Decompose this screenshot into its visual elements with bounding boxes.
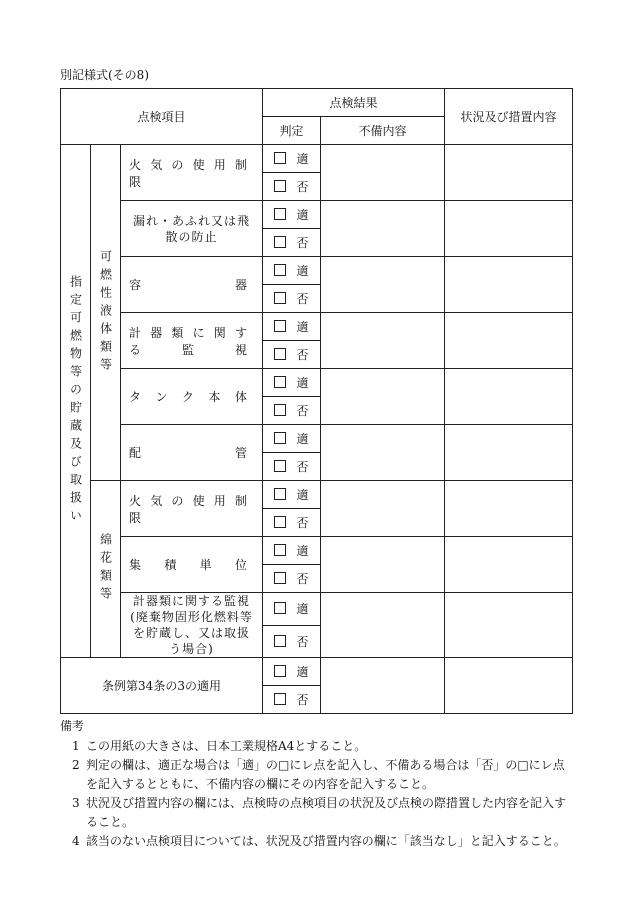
judge-ng-label: 否 (296, 634, 309, 649)
inspection-item (121, 481, 263, 537)
status-input[interactable] (445, 658, 573, 714)
note-item (60, 832, 576, 851)
judge-ok-cell[interactable] (263, 201, 321, 229)
header-inspection-result: 点検結果 (263, 89, 445, 117)
note-text: この用紙の大きさは、日本工業規格A4とすること。 (86, 739, 367, 753)
inspection-item-text: 火気の使用制限 (129, 157, 254, 189)
judge-ng-cell[interactable] (263, 173, 321, 201)
deficiency-input[interactable] (321, 425, 445, 481)
checkbox[interactable] (274, 572, 286, 584)
note-text: 状況及び措置内容の欄には、点検時の点検項目の状況及び点検の際措置した内容を記入すること。 (86, 796, 567, 829)
judge-ok-label: 適 (296, 488, 309, 502)
inspection-item-text: タンク本体 (129, 390, 254, 404)
checkbox[interactable] (274, 208, 286, 220)
note-text: 該当のない点検項目については、状況及び措置内容の欄に「該当なし」と記入すること。 (86, 834, 566, 848)
judge-ng-cell[interactable] (263, 341, 321, 369)
judge-ok-label: 適 (296, 320, 309, 334)
judge-ng-cell[interactable] (263, 565, 321, 593)
inspection-item (121, 313, 263, 369)
header-status-measures: 状況及び措置内容 (445, 89, 573, 145)
status-input[interactable] (445, 369, 573, 425)
inspection-item-text: 容器 (129, 278, 254, 292)
note-text: 判定の欄は、適正な場合は「適」の□にレ点を記入し、不備ある場合は「否」の□にレ点を記入するとともに、不備内容の欄にその内容を記入すること。 (86, 758, 565, 791)
judge-ng-label: 否 (296, 404, 309, 418)
checkbox[interactable] (274, 544, 286, 556)
status-input[interactable] (445, 481, 573, 537)
deficiency-input[interactable] (321, 201, 445, 257)
inspection-item (121, 369, 263, 425)
inspection-item (121, 145, 263, 201)
judge-ok-label: 適 (296, 208, 309, 222)
status-input[interactable] (445, 201, 573, 257)
inspection-item-text: 計器類に関する監視 (129, 325, 254, 357)
judge-ok-label: 適 (296, 376, 309, 390)
inspection-item-text: 計器類に関する監視(廃棄物固形化燃料等を貯蔵し、又は取扱う場合) (130, 594, 253, 656)
status-input[interactable] (445, 593, 573, 658)
group-label (91, 145, 121, 481)
header-judgment: 判定 (263, 117, 321, 145)
inspection-item-text: 配管 (129, 446, 254, 460)
judge-ok-cell[interactable] (263, 369, 321, 397)
status-input[interactable] (445, 145, 573, 201)
status-input[interactable] (445, 313, 573, 369)
judge-ng-label: 否 (296, 236, 309, 250)
status-input[interactable] (445, 537, 573, 593)
judge-ok-cell[interactable] (263, 593, 321, 626)
note-number: 3 (72, 796, 80, 810)
inspection-item (121, 593, 263, 658)
judge-ok-cell[interactable] (263, 481, 321, 509)
note-number: 2 (72, 758, 80, 772)
inspection-table (60, 88, 573, 714)
judge-ok-cell[interactable] (263, 425, 321, 453)
header-inspection-item: 点検項目 (61, 89, 263, 145)
judge-ok-cell[interactable] (263, 658, 321, 686)
notes-heading: 備考 (60, 719, 85, 733)
judge-ok-cell[interactable] (263, 313, 321, 341)
deficiency-input[interactable] (321, 593, 445, 658)
judge-ok-cell[interactable] (263, 257, 321, 285)
note-item (60, 737, 576, 756)
inspection-item-text: 集積単位 (129, 558, 254, 572)
checkbox[interactable] (274, 376, 286, 388)
judge-ok-label: 適 (296, 152, 309, 166)
ordinance-item: 条例第34条の3の適用 (61, 658, 263, 714)
checkbox[interactable] (274, 292, 286, 304)
note-number: 4 (72, 834, 80, 848)
deficiency-input[interactable] (321, 658, 445, 714)
checkbox[interactable] (274, 460, 286, 472)
judge-ok-cell[interactable] (263, 537, 321, 565)
judge-ng-cell[interactable] (263, 229, 321, 257)
checkbox[interactable] (274, 665, 286, 677)
group-text: 可燃性液体類等 (98, 249, 113, 376)
status-input[interactable] (445, 257, 573, 313)
judge-ng-cell[interactable] (263, 397, 321, 425)
deficiency-input[interactable] (321, 313, 445, 369)
judge-ng-label: 否 (296, 516, 309, 530)
group-label (91, 481, 121, 658)
checkbox[interactable] (274, 236, 286, 248)
checkbox[interactable] (274, 348, 286, 360)
inspection-item-text: 漏れ・あふれ又は飛散の防止 (132, 213, 250, 244)
judge-ng-cell[interactable] (263, 686, 321, 714)
inspection-item (121, 257, 263, 313)
judge-ok-label: 適 (296, 432, 309, 446)
inspection-item-text: 火気の使用制限 (129, 493, 254, 525)
checkbox[interactable] (274, 602, 286, 614)
inspection-item (121, 537, 263, 593)
judge-ok-cell[interactable] (263, 145, 321, 173)
category-label (61, 145, 91, 658)
checkbox[interactable] (274, 180, 286, 192)
deficiency-input[interactable] (321, 369, 445, 425)
judge-ng-cell[interactable] (263, 625, 321, 658)
judge-ok-label: 適 (296, 665, 309, 679)
checkbox[interactable] (274, 516, 286, 528)
checkbox[interactable] (274, 264, 286, 276)
judge-ok-label: 適 (296, 602, 309, 617)
judge-ng-label: 否 (296, 693, 309, 707)
judge-ng-label: 否 (296, 460, 309, 474)
judge-ng-label: 否 (296, 572, 309, 586)
checkbox[interactable] (274, 152, 286, 164)
checkbox[interactable] (274, 320, 286, 332)
judge-ng-label: 否 (296, 292, 309, 306)
judge-ng-cell[interactable] (263, 453, 321, 481)
judge-ng-label: 否 (296, 348, 309, 362)
header-deficiency: 不備内容 (321, 117, 445, 145)
note-number: 1 (72, 739, 80, 753)
judge-ok-label: 適 (296, 544, 309, 558)
deficiency-input[interactable] (321, 537, 445, 593)
category-text: 指定可燃物等の貯蔵及び取扱い (68, 275, 83, 527)
notes (60, 717, 576, 851)
inspection-item (121, 201, 263, 257)
form-label: 別記様式(その8) (60, 68, 149, 82)
judge-ok-label: 適 (296, 264, 309, 278)
judge-ng-label: 否 (296, 180, 309, 194)
group-text: 綿花類等 (98, 533, 113, 605)
status-input[interactable] (445, 425, 573, 481)
judge-ng-cell[interactable] (263, 285, 321, 313)
judge-ng-cell[interactable] (263, 509, 321, 537)
note-item (60, 794, 576, 832)
checkbox[interactable] (274, 635, 286, 647)
checkbox[interactable] (274, 693, 286, 705)
checkbox[interactable] (274, 404, 286, 416)
checkbox[interactable] (274, 432, 286, 444)
deficiency-input[interactable] (321, 481, 445, 537)
deficiency-input[interactable] (321, 145, 445, 201)
checkbox[interactable] (274, 488, 286, 500)
inspection-item (121, 425, 263, 481)
deficiency-input[interactable] (321, 257, 445, 313)
note-item (60, 756, 576, 794)
